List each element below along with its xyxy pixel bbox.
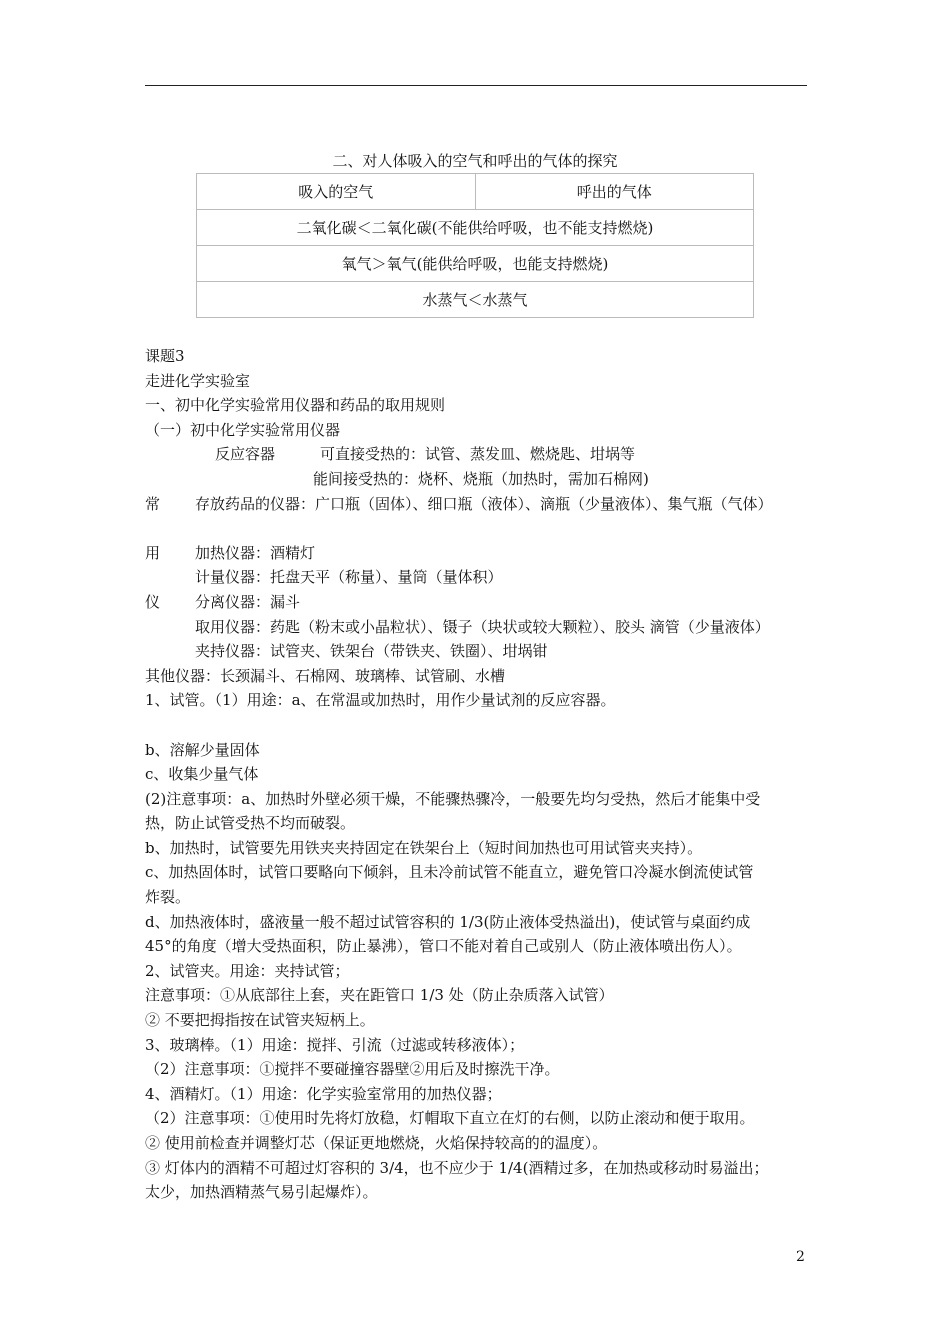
- reaction-container-line: [145, 442, 815, 467]
- holding: 夹持仪器：试管夹、铁架台（带铁夹、铁圈）、坩埚钳: [195, 642, 548, 661]
- paragraph-line: (2)注意事项：a、加热时外壁必须干燥，不能骤热骤冷，一般要先均匀受热，然后才能集中受: [145, 789, 761, 808]
- table-cell: 氧气＞氧气(能供给呼吸，也能支持燃烧): [197, 246, 754, 282]
- side-char: 用: [145, 543, 161, 562]
- side-char: 仪: [145, 592, 161, 611]
- storage-line: [145, 492, 815, 517]
- item-glass-rod: 3、玻璃棒。（1）用途：搅拌、引流（过滤或转移液体）；: [145, 1035, 525, 1054]
- table-cell: 水蒸气＜水蒸气: [197, 282, 754, 318]
- storage: 存放药品的仪器：广口瓶（固体）、细口瓶（液体）、滴瓶（少量液体）、集气瓶（气体）: [195, 494, 773, 513]
- paragraph-line: （2）注意事项：①使用时先将灯放稳，灯帽取下直立在灯的右侧，以防止滚动和便于取用。: [145, 1109, 755, 1128]
- section-title: 二、对人体吸入的空气和呼出的气体的探究: [332, 152, 618, 170]
- paragraph-line: 炸裂。: [145, 888, 191, 907]
- page-number: 2: [796, 1249, 805, 1265]
- table-row: [197, 210, 754, 246]
- heading-1: 一、初中化学实验常用仪器和药品的取用规则: [145, 396, 446, 415]
- table-row: [197, 174, 754, 210]
- heating: 加热仪器：酒精灯: [195, 543, 316, 562]
- measuring: 计量仪器：托盘天平（称量）、量筒（量体积）: [195, 568, 503, 587]
- table-row: [197, 282, 754, 318]
- paragraph-line: 注意事项：①从底部往上套，夹在距管口 1/3 处（防止杂质落入试管）: [145, 986, 614, 1005]
- lesson-title: 走进化学实验室: [145, 371, 251, 390]
- others: 其他仪器：长颈漏斗、石棉网、玻璃棒、试管刷、水槽: [145, 666, 506, 685]
- direct-heat: 可直接受热的：试管、蒸发皿、燃烧匙、坩埚等: [320, 445, 636, 464]
- paragraph-line: ③ 灯体内的酒精不可超过灯容积的 3/4，也不应少于 1/4(酒精过多，在加热或移动时易溢出；: [145, 1158, 769, 1177]
- item-test-tube-holder: 2、试管夹。用途：夹持试管；: [145, 961, 350, 980]
- reaction-label: 反应容器: [215, 445, 276, 464]
- item-alcohol-lamp: 4、酒精灯。（1）用途：化学实验室常用的加热仪器；: [145, 1084, 502, 1103]
- paragraph-line: 45°的角度（增大受热面积，防止暴沸），管口不能对着自己或别人（防止液体喷出伤人）。: [145, 937, 742, 956]
- paragraph-line: b、加热时，试管要先用铁夹夹持固定在铁架台上（短时间加热也可用试管夹夹持）。: [145, 838, 703, 857]
- table-header-inhaled: 吸入的空气: [197, 174, 476, 210]
- paragraph-line: ② 不要把拇指按在试管夹短柄上。: [145, 1011, 375, 1030]
- table-header-exhaled: 呼出的气体: [475, 174, 754, 210]
- header-rule: [145, 85, 807, 86]
- comparison-table: [196, 173, 754, 318]
- paragraph-line: c、收集少量气体: [145, 765, 259, 784]
- side-char: 常: [145, 494, 161, 513]
- heating-line: [145, 541, 815, 566]
- lesson-number: 课题3: [145, 347, 185, 365]
- paragraph-line: d、加热液体时，盛液量一般不超过试管容积的 1/3(防止液体受热溢出)，使试管与桌面约成: [145, 912, 751, 931]
- separation-line: [145, 590, 815, 615]
- indirect-heat: 能间接受热的：烧杯、烧瓶（加热时，需加石棉网): [313, 469, 649, 488]
- paragraph-line: 热，防止试管受热不均而破裂。: [145, 814, 356, 833]
- table-cell: 二氧化碳＜二氧化碳(不能供给呼吸，也不能支持燃烧): [197, 210, 754, 246]
- paragraph-line: （2）注意事项：①搅拌不要碰撞容器壁②用后及时擦洗干净。: [145, 1060, 560, 1079]
- separation: 分离仪器：漏斗: [195, 592, 301, 611]
- table-row: [197, 246, 754, 282]
- taking: 取用仪器：药匙（粉末或小晶粒状）、镊子（块状或较大颗粒）、胶头 滴管（少量液体）: [195, 617, 770, 636]
- paragraph-line: 太少，加热酒精蒸气易引起爆炸）。: [145, 1183, 378, 1202]
- paragraph-line: b、溶解少量固体: [145, 740, 260, 759]
- body-text: [145, 344, 815, 1205]
- paragraph-line: ② 使用前检查并调整灯芯（保证更地燃烧，火焰保持较高的的温度）。: [145, 1134, 608, 1152]
- heading-2: （一）初中化学实验常用仪器: [145, 420, 341, 439]
- item-test-tube: 1、试管。（1）用途：a、在常温或加热时，用作少量试剂的反应容器。: [145, 691, 616, 710]
- paragraph-line: c、加热固体时，试管口要略向下倾斜，且未冷前试管不能直立，避免管口冷凝水倒流使试管: [145, 863, 754, 882]
